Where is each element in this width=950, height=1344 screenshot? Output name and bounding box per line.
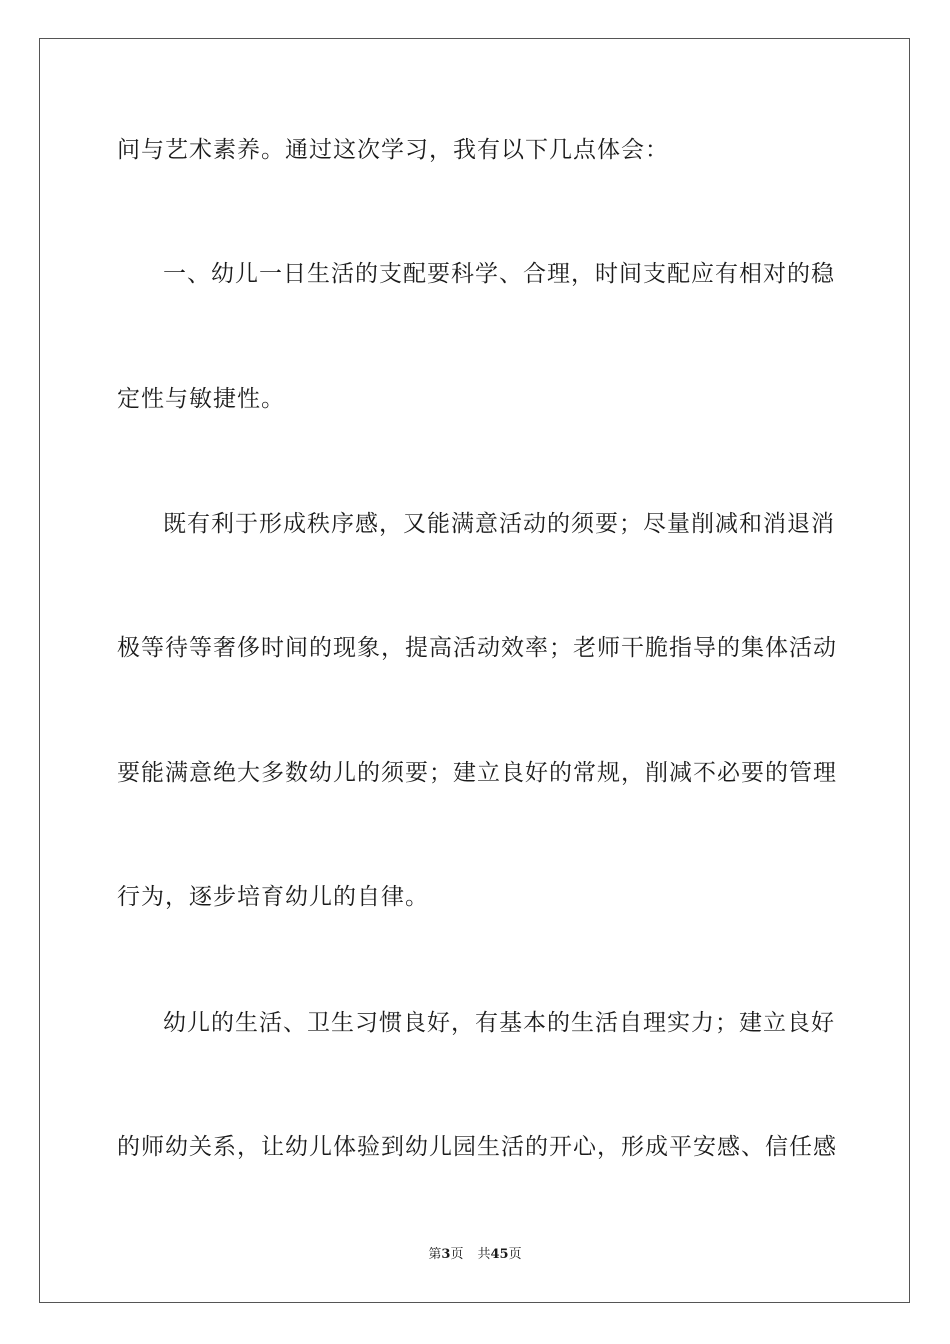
page-label-suffix: 页 [450,1247,464,1262]
body-text-line: 要能满意绝大多数幼儿的须要；建立良好的常规，削减不必要的管理 [117,760,837,786]
body-text-line: 既有利于形成秩序感，又能满意活动的须要；尽量削减和消退消 [163,511,835,537]
body-text-line: 行为，逐步培育幼儿的自律。 [117,884,429,910]
body-text-line: 极等待等奢侈时间的现象，提高活动效率；老师干脆指导的集体活动 [117,635,837,661]
body-text-line: 一、幼儿一日生活的支配要科学、合理，时间支配应有相对的稳 [163,261,835,287]
page-label-prefix: 第 [428,1247,442,1262]
page-border [39,38,910,1303]
body-text-line: 问与艺术素养。通过这次学习，我有以下几点体会： [117,137,669,163]
total-label-suffix: 页 [508,1247,522,1262]
body-text-line: 的师幼关系，让幼儿体验到幼儿园生活的开心，形成平安感、信任感 [117,1134,837,1160]
body-text-line: 定性与敏捷性。 [117,386,285,412]
body-text-line: 幼儿的生活、卫生习惯良好，有基本的生活自理实力；建立良好 [163,1010,835,1036]
current-page-number: 3 [441,1247,451,1262]
page-footer [0,1246,950,1264]
total-label-prefix: 共 [477,1247,491,1262]
total-page-count: 45 [490,1247,509,1262]
